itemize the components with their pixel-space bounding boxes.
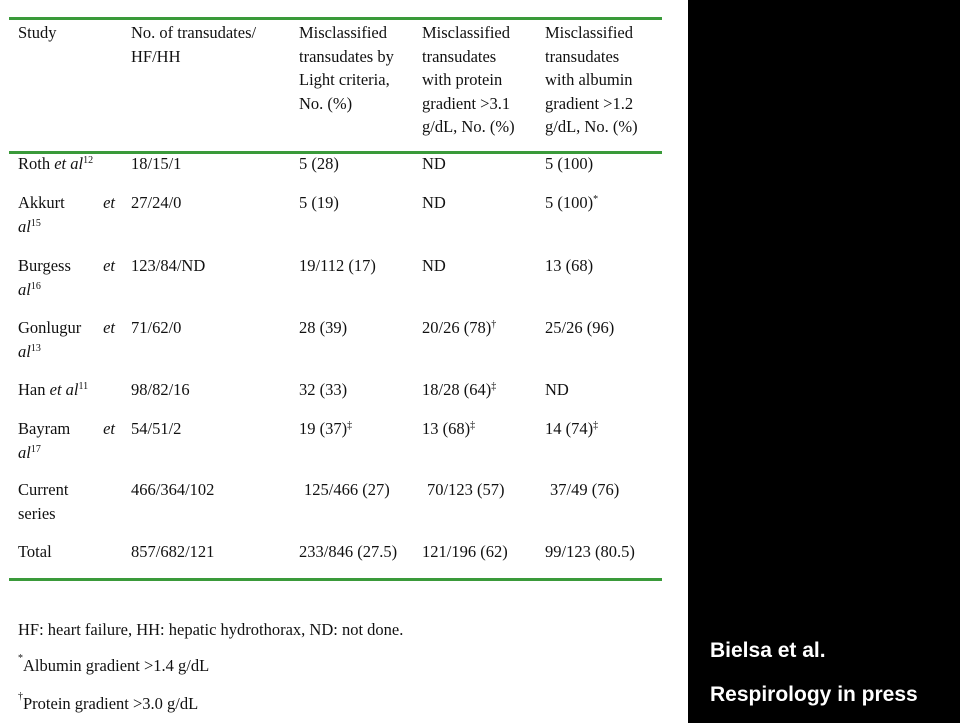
header-light-line: Misclassified (299, 23, 387, 42)
protein-cell: 121/196 (62) (422, 542, 508, 561)
study-name-line (18, 417, 115, 441)
study-name: Burgess (18, 256, 71, 275)
study-al: al (18, 216, 31, 236)
transudates-cell: 71/62/0 (131, 318, 182, 337)
study-et-al: et al (54, 154, 84, 173)
header-albumin-line: Misclassified (545, 23, 633, 42)
study-name-line (18, 278, 115, 302)
protein-cell: ND (422, 154, 446, 173)
header-transudates-line: No. of transudates/ (131, 23, 257, 42)
study-al: al (18, 442, 31, 462)
protein-cell (422, 378, 496, 402)
light-cell: 28 (39) (299, 318, 348, 337)
header-protein-line: gradient >3.1 (422, 93, 511, 113)
footnote-mark: † (18, 691, 23, 702)
protein-cell (422, 417, 475, 441)
study-cell (18, 254, 115, 301)
protein-cell: ND (422, 256, 446, 275)
credit-journal: Respirology in press (710, 683, 918, 706)
study-cell: Total (18, 542, 52, 561)
header-transudates (131, 21, 256, 68)
study-name-line (18, 254, 115, 278)
header-albumin-line: gradient >1.2 (545, 93, 634, 113)
study-et: et (103, 318, 115, 337)
study-cell (18, 478, 68, 525)
albumin-cell: 37/49 (76) (550, 480, 620, 499)
footnote-mark: ‡ (347, 420, 353, 431)
transudates-cell: 857/682/121 (131, 542, 215, 561)
header-protein-line: g/dL, No. (%) (422, 117, 515, 136)
protein-value: 18/28 (64) (422, 380, 492, 399)
table-top-rule (9, 17, 662, 20)
header-study: Study (18, 23, 57, 42)
header-albumin (545, 21, 638, 139)
albumin-cell (545, 191, 598, 215)
transudates-cell: 466/364/102 (131, 480, 215, 499)
protein-cell (422, 316, 496, 340)
study-name-line (18, 316, 115, 340)
protein-value: 20/26 (78) (422, 318, 492, 337)
reference-number: 11 (78, 381, 89, 392)
light-value: 19 (37) (299, 419, 348, 438)
protein-cell: 70/123 (57) (427, 480, 505, 499)
study-name: Roth et al (18, 154, 84, 173)
study-name: Han et al (18, 380, 79, 399)
reference-number: 13 (30, 342, 41, 354)
study-name-line: Current (18, 480, 69, 499)
light-cell: 32 (33) (299, 380, 348, 399)
header-light-line: Light criteria, (299, 70, 390, 89)
reference-number: 15 (30, 217, 41, 229)
reference-number: 17 (30, 443, 41, 455)
reference-number: 12 (83, 155, 94, 166)
study-cell (18, 316, 115, 363)
study-name: Akkurt (18, 193, 65, 212)
transudates-cell: 54/51/2 (131, 419, 182, 438)
table-bottom-rule (9, 578, 662, 581)
light-cell: 125/466 (27) (304, 480, 390, 499)
study-name: Bayram (18, 419, 71, 438)
study-name-line (18, 215, 115, 239)
study-et: et (103, 419, 115, 438)
footnote-protein (18, 691, 199, 714)
study-name-line: series (18, 503, 56, 523)
light-cell (299, 417, 352, 441)
albumin-cell (545, 417, 598, 441)
footnote-text: Protein gradient >3.0 g/dL (23, 694, 199, 713)
light-cell: 5 (28) (299, 154, 339, 173)
transudates-cell: 98/82/16 (131, 380, 190, 399)
study-et: et (103, 193, 115, 212)
study-name-line (18, 441, 115, 465)
header-protein-line: with protein (422, 70, 503, 89)
albumin-cell: ND (545, 380, 569, 399)
study-al: al (18, 341, 31, 361)
footnote-mark: ‡ (593, 420, 599, 431)
footnote-albumin (18, 653, 210, 676)
footnote-mark: † (491, 319, 497, 330)
credit-authors: Bielsa et al. (710, 639, 826, 662)
light-cell: 233/846 (27.5) (299, 542, 398, 561)
study-cell (18, 378, 88, 402)
header-protein-line: transudates (422, 46, 497, 66)
footnote-mark: * (18, 653, 23, 664)
study-cell (18, 191, 115, 238)
protein-cell: ND (422, 193, 446, 212)
albumin-cell: 13 (68) (545, 256, 594, 275)
study-cell (18, 417, 115, 464)
header-light (299, 21, 394, 115)
header-albumin-line: transudates (545, 46, 620, 66)
study-name-line (18, 191, 115, 215)
header-albumin-line: with albumin (545, 70, 633, 89)
footnote-text: Albumin gradient >1.4 g/dL (23, 656, 210, 675)
reference-number: 16 (30, 280, 41, 292)
header-light-line: transudates by (299, 46, 394, 66)
albumin-value: 14 (74) (545, 419, 594, 438)
study-et-al: et al (49, 380, 79, 399)
study-et: et (103, 256, 115, 275)
light-cell: 19/112 (17) (299, 256, 376, 275)
footnote-mark: ‡ (470, 420, 476, 431)
header-light-line: No. (%) (299, 93, 353, 113)
albumin-cell: 25/26 (96) (545, 318, 615, 337)
albumin-cell: 5 (100) (545, 154, 594, 173)
protein-value: 13 (68) (422, 419, 471, 438)
study-name-line (18, 340, 115, 364)
footnote-mark: ‡ (491, 381, 497, 392)
header-protein (422, 21, 515, 139)
transudates-cell: 123/84/ND (131, 256, 206, 275)
footnote-abbreviations: HF: heart failure, HH: hepatic hydrothorax, ND: not done. (18, 620, 404, 639)
transudates-cell: 27/24/0 (131, 193, 182, 212)
albumin-cell: 99/123 (80.5) (545, 542, 635, 561)
study-cell (18, 152, 93, 176)
study-al: al (18, 279, 31, 299)
light-cell: 5 (19) (299, 193, 339, 212)
study-name: Gonlugur (18, 318, 82, 337)
header-transudates-line: HF/HH (131, 46, 181, 66)
footnote-mark: * (593, 194, 599, 205)
albumin-value: 5 (100) (545, 193, 594, 212)
transudates-cell: 18/15/1 (131, 154, 182, 173)
header-protein-line: Misclassified (422, 23, 510, 42)
header-albumin-line: g/dL, No. (%) (545, 117, 638, 136)
